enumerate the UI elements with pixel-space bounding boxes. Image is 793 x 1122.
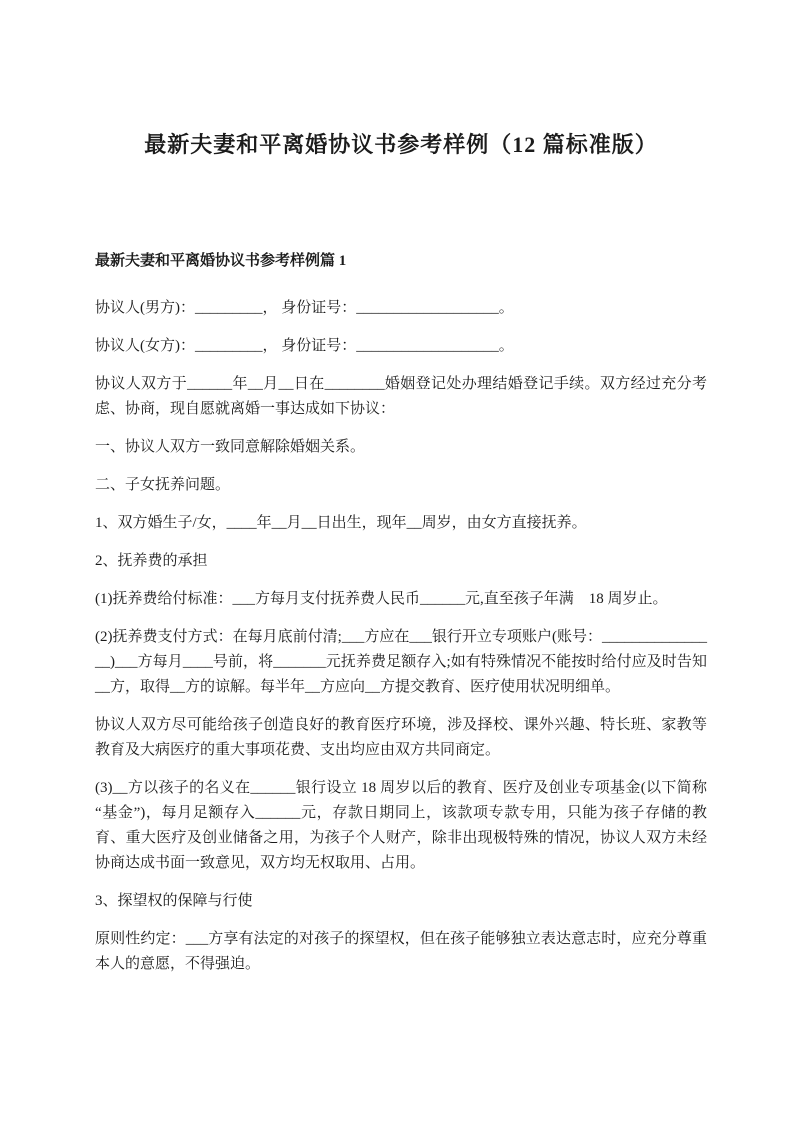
clause-2-1-child-info: 1、双方婚生子/女，____年__月__日出生，现年__周岁，由女方直接抚养。 bbox=[95, 515, 587, 531]
document-title: 最新夫妻和平离婚协议书参考样例（12 篇标准版） bbox=[144, 132, 658, 157]
clause-2-3-visitation-right: 3、探望权的保障与行使 bbox=[95, 893, 253, 909]
clause-2-2-1-payment-standard: (1)抚养费给付标准：___方每月支付抚养费人民币______元,直至孩子年满 18 周岁止。 bbox=[95, 591, 668, 607]
clause-2-2-2-payment-method: (2)抚养费支付方式：在每月底前付清;___方应在___银行开立专项账户(账号：________________)___方每月____号前，将_______元抚养费足额存入;如有特殊情况不能按时给付应及时告知__方，取得__方的谅解。每半年__方应向__方提交教育、医疗使用状况明细单。 bbox=[95, 629, 707, 695]
clause-2-child-custody: 二、子女抚养问题。 bbox=[95, 477, 231, 493]
section-heading: 最新夫妻和平离婚协议书参考样例篇 1 bbox=[95, 253, 347, 269]
paragraph-party-male: 协议人(男方)：_________， 身份证号：___________________。 bbox=[95, 300, 514, 316]
clause-2-2-support-cost: 2、抚养费的承担 bbox=[95, 553, 208, 569]
clause-1-dissolution: 一、协议人双方一致同意解除婚姻关系。 bbox=[95, 439, 366, 455]
paragraph-party-female: 协议人(女方)：_________， 身份证号：___________________。 bbox=[95, 338, 514, 354]
paragraph-visitation-principle: 原则性约定：___方享有法定的对孩子的探望权，但在孩子能够独立表达意志时，应充分尊重本人的意愿，不得强迫。 bbox=[95, 931, 707, 972]
clause-2-2-3-special-fund: (3)__方以孩子的名义在______银行设立 18 周岁以后的教育、医疗及创业专项基金(以下简称“基金”)，每月足额存入______元，存款日期同上，该款项专款专用，只能为孩子存储的教育、重大医疗及创业储备之用，为孩子个人财产，除非出现极特殊的情况，协议人双方未经协商达成书面一致意见，双方均无权取用、占用。 bbox=[95, 780, 707, 871]
paragraph-marriage-registration: 协议人双方于______年__月__日在________婚姻登记处办理结婚登记手续。双方经过充分考虑、协商，现自愿就离婚一事达成如下协议： bbox=[95, 376, 707, 417]
paragraph-education-environment: 协议人双方尽可能给孩子创造良好的教育医疗环境，涉及择校、课外兴趣、特长班、家教等教育及大病医疗的重大事项花费、支出均应由双方共同商定。 bbox=[95, 717, 707, 758]
